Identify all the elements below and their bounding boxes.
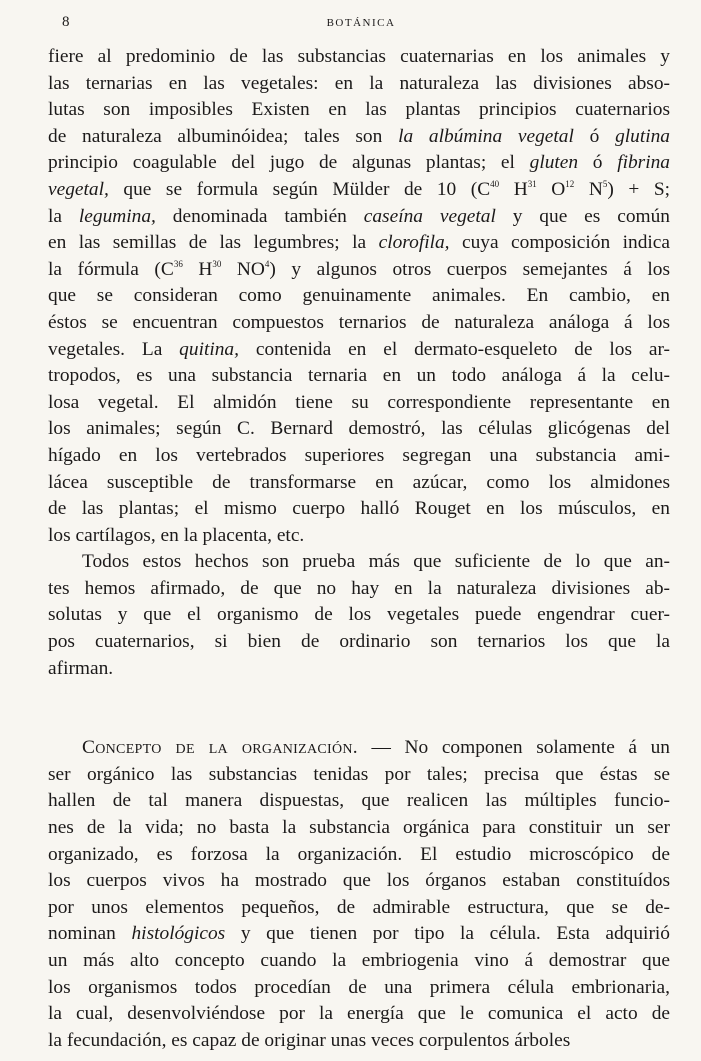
text-segment: las ternarias en las vegetales: en la naturaleza las divisiones abso- (48, 72, 670, 94)
text-line (48, 71, 670, 98)
text-segment: por unos elementos pequeños, de admirable estructura, que se de- (48, 896, 670, 918)
paragraph-organization-concept (48, 735, 670, 1054)
text-segment: de las plantas; el mismo cuerpo halló Rouget en los músculos, en (48, 498, 670, 520)
text-line (48, 416, 670, 443)
text-segment: lácea susceptible de transformarse en azúcar, como los almidones (48, 471, 670, 493)
text-segment: pos cuaternarios, si bien de ordinario son ternarios los que la (48, 631, 670, 653)
text-segment: ) + S; (607, 178, 671, 200)
text-segment: la fecundación, es capaz de originar unas veces corpulentos árboles (48, 1029, 571, 1051)
italic-term: glutina (615, 125, 671, 147)
italic-term: la albúmina vegetal (398, 125, 574, 147)
page-header (62, 14, 660, 36)
text-line (48, 975, 670, 1002)
text-line (48, 257, 670, 284)
text-segment: ó (578, 152, 618, 174)
superscript: 5 (602, 178, 608, 189)
text-segment: los animales; según C. Bernard demostró, las células glicógenas del (48, 418, 670, 440)
text-line (48, 1028, 670, 1055)
italic-term: vegetal, (48, 178, 109, 200)
section-gap (48, 682, 670, 735)
text-segment: un más alto concepto cuando la embriogenia vino á demostrar que (48, 950, 670, 971)
superscript: 4 (264, 258, 270, 269)
italic-term: histológicos (131, 923, 226, 945)
text-segment: la (48, 205, 79, 227)
running-title: BOTÁNICA (326, 17, 396, 29)
text-segment: denominada también (155, 205, 364, 227)
text-line (48, 815, 670, 842)
text-segment: ó (573, 125, 616, 147)
text-segment: nominan (48, 923, 132, 945)
text-segment: los cartílagos, en la placenta, etc. (48, 524, 305, 546)
text-line (48, 1001, 670, 1028)
text-segment: — No componen solamente á un (357, 737, 670, 759)
text-segment: en las semillas de las legumbres; la (48, 232, 379, 254)
page-number: 8 (62, 14, 70, 30)
text-line (48, 868, 670, 895)
text-line (48, 97, 670, 124)
text-segment: fiere al predominio de las substancias cuaternarias en los animales y (48, 46, 670, 67)
text-segment: organizado, es forzosa la organización. El estudio microscópico de (48, 843, 670, 865)
text-segment: los cuerpos vivos ha mostrado que los órganos estaban constituídos (48, 870, 670, 892)
text-segment: vegetales. La (48, 338, 180, 360)
text-segment: O (536, 178, 566, 200)
superscript: 36 (173, 258, 183, 269)
text-segment: H (499, 178, 528, 200)
text-segment: ) y algunos otros cuerpos semejantes á los (269, 258, 671, 280)
text-line (48, 629, 670, 656)
text-segment: afirman. (48, 657, 114, 679)
italic-term: caseína vegetal (363, 205, 496, 227)
text-line (48, 602, 670, 629)
text-segment: la cual, desenvolviéndose por la energía que le comunica el acto de (48, 1003, 670, 1025)
text-line (48, 44, 670, 71)
text-segment: hallen de tal manera dispuestas, que realicen las múltiples funcio- (48, 790, 670, 812)
italic-term: gluten (529, 152, 579, 174)
paragraph-composition (48, 44, 670, 549)
text-segment: que se consideran como genuinamente animales. En cambio, en (48, 285, 670, 307)
text-segment: y que tienen por tipo la célula. Esta adquirió (225, 923, 670, 945)
text-line (48, 496, 670, 523)
text-line (48, 921, 670, 948)
italic-term: quitina, (179, 338, 239, 360)
text-line (48, 656, 670, 683)
text-segment: solutas y que el organismo de los vegetales puede engendrar cuer- (48, 604, 670, 626)
paragraph-conclusion (48, 549, 670, 682)
text-line (48, 735, 670, 762)
text-segment: tes hemos afirmado, de que no hay en la naturaleza divisiones ab- (48, 577, 670, 599)
text-line (48, 124, 670, 151)
text-line (48, 948, 670, 975)
text-line (48, 283, 670, 310)
text-segment: de naturaleza albuminóidea; tales son (48, 125, 399, 147)
text-line (48, 576, 670, 603)
text-segment: principio coagulable del jugo de algunas plantas; el (48, 152, 530, 174)
text-segment: NO (221, 258, 265, 280)
text-line (48, 363, 670, 390)
text-segment: losa vegetal. El almidón tiene su correspondiente representante en (48, 391, 670, 413)
text-line (48, 390, 670, 417)
text-segment: N (574, 178, 603, 200)
text-line (48, 230, 670, 257)
superscript: 40 (490, 178, 500, 189)
text-segment: la fórmula (C (48, 258, 174, 280)
text-segment: los organismos todos procedían de una primera célula embrionaria, (48, 976, 670, 998)
text-segment: tropodos, es una substancia ternaria en un todo análoga á la celu- (48, 365, 670, 387)
text-segment: ser orgánico las substancias tenidas por tales; precisa que éstas se (48, 763, 670, 785)
italic-term: fibrina (617, 152, 670, 174)
text-line (48, 762, 670, 789)
text-segment: contenida en el dermato-esqueleto de los ar- (238, 338, 670, 360)
text-line (48, 895, 670, 922)
superscript: 12 (565, 178, 575, 189)
text-line (48, 842, 670, 869)
text-line (48, 204, 670, 231)
text-segment: éstos se encuentran compuestos ternarios de naturaleza análoga á los (48, 311, 670, 333)
text-segment: lutas son imposibles Existen en las plantas principios cuaternarios (48, 99, 670, 121)
text-line (48, 523, 670, 550)
superscript: 30 (212, 258, 222, 269)
text-line (48, 788, 670, 815)
italic-term: legumina, (78, 205, 156, 227)
text-segment: H (182, 258, 213, 280)
text-segment: que se formula según Mülder de 10 (C (108, 178, 491, 200)
text-segment: cuya composición indica (449, 232, 670, 254)
text-line (48, 549, 670, 576)
text-line (48, 337, 670, 364)
text-segment: hígado en los vertebrados superiores segregan una substancia ami- (48, 444, 670, 466)
text-line (48, 177, 670, 204)
italic-term: clorofila, (378, 232, 450, 254)
text-line (48, 470, 670, 497)
text-line (48, 443, 670, 470)
body-text (48, 44, 670, 1054)
superscript: 31 (527, 178, 537, 189)
text-segment: Todos estos hechos son prueba más que suficiente de lo que an- (82, 551, 670, 573)
text-line (48, 150, 670, 177)
section-heading: Concepto de la organización. (82, 737, 358, 759)
text-segment: nes de la vida; no basta la substancia orgánica para constituir un ser (48, 817, 670, 839)
text-segment: y que es común (495, 205, 670, 227)
text-line (48, 310, 670, 337)
